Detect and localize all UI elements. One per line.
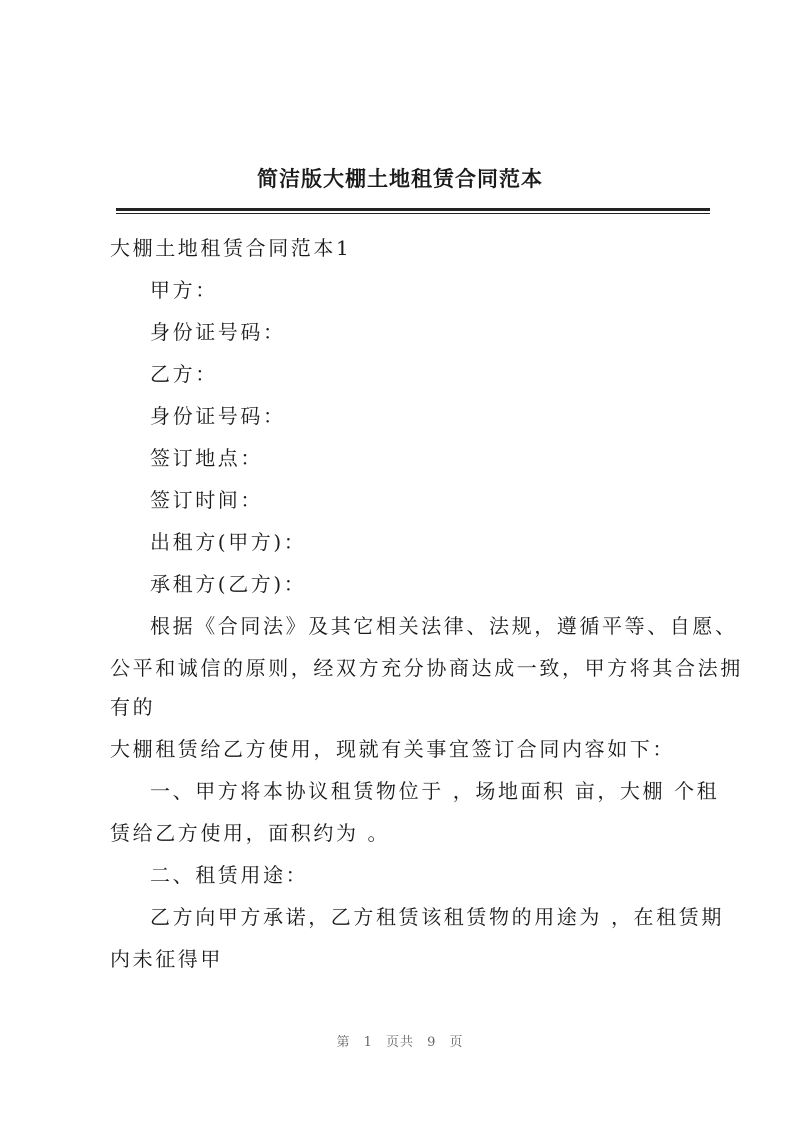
- field-party-a-id: 身份证号码：: [150, 320, 286, 344]
- paragraph-line: 有的: [110, 695, 156, 719]
- field-sign-time: 签订时间：: [150, 488, 263, 512]
- field-lessor: 出租方(甲方)：: [150, 530, 307, 554]
- clause-1-line: 一、甲方将本协议租赁物位于 ，场地面积 亩，大棚 个租: [150, 779, 720, 803]
- field-sign-place: 签订地点：: [150, 446, 263, 470]
- page-title: 简洁版大棚土地租赁合同范本: [257, 167, 543, 191]
- field-lessee: 承租方(乙方)：: [150, 572, 307, 596]
- paragraph-line: 公平和诚信的原则，经双方充分协商达成一致，甲方将其合法拥: [110, 656, 743, 680]
- clause-2-heading: 二、租赁用途：: [150, 863, 309, 887]
- page-footer: 第 1 页共 9 页: [336, 1035, 464, 1050]
- clause-2-line: 内未征得甲: [110, 947, 223, 971]
- clause-1-line: 赁给乙方使用，面积约为 。: [110, 821, 391, 845]
- paragraph-line: 大棚租赁给乙方使用，现就有关事宜签订合同内容如下：: [110, 737, 675, 761]
- field-party-b-id: 身份证号码：: [150, 404, 286, 428]
- paragraph-line: 根据《合同法》及其它相关法律、法规，遵循平等、自愿、: [150, 614, 738, 638]
- clause-2-line: 乙方向甲方承诺，乙方租赁该租赁物的用途为 ，在租赁期: [150, 905, 724, 929]
- field-party-b: 乙方：: [150, 362, 218, 386]
- title-divider: [116, 208, 710, 211]
- section-heading: 大棚土地租赁合同范本1: [110, 236, 352, 260]
- field-party-a: 甲方：: [150, 278, 218, 302]
